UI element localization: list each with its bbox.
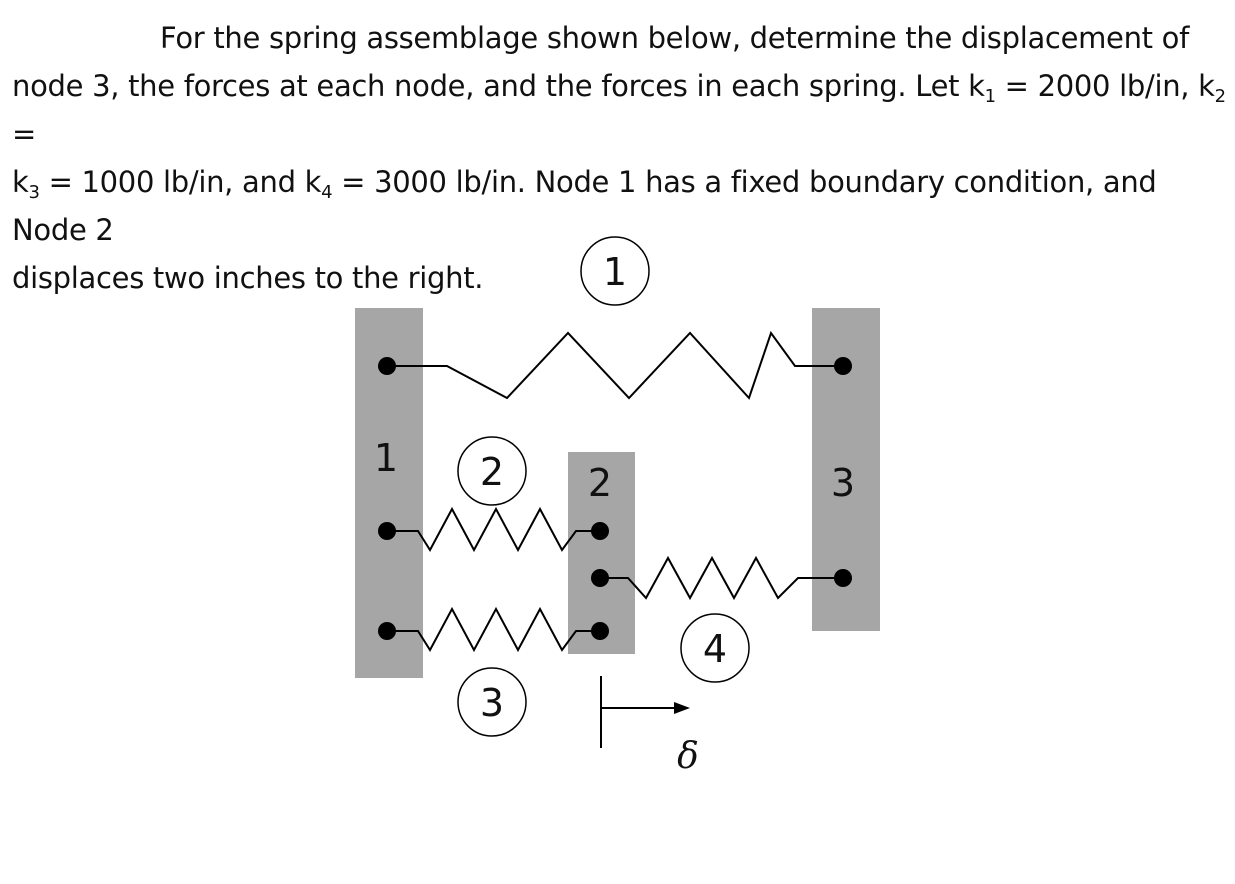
displacement-arrowhead-icon (674, 702, 690, 714)
problem-line-3a: k (12, 165, 29, 199)
spring-4 (600, 558, 843, 598)
spring-1 (389, 333, 843, 398)
node-dot (834, 357, 852, 375)
spring-1-label: 1 (602, 250, 628, 294)
node-dot (591, 622, 609, 640)
node-label-3: 3 (830, 461, 856, 505)
node-dot (378, 522, 396, 540)
problem-line-3b: = 1000 lb/in, and k (39, 165, 322, 199)
problem-line-2c: = (12, 117, 36, 151)
spring-4-label: 4 (702, 627, 728, 671)
spring-3-label: 3 (479, 681, 505, 725)
spring-2-label: 2 (479, 450, 505, 494)
problem-line-1: For the spring assemblage shown below, determine the displacement of (160, 21, 1190, 55)
problem-line-4: displaces two inches to the right. (12, 261, 484, 295)
node-dot (834, 569, 852, 587)
problem-line-3c: = 3000 lb/in. Node 1 has a fixed boundary condition, and Node 2 (12, 165, 1157, 247)
node-dot (591, 569, 609, 587)
problem-line-2b: = 2000 lb/in, k (995, 69, 1215, 103)
node-label-1: 1 (373, 436, 399, 480)
node-dot (378, 357, 396, 375)
subscript-k1: 1 (984, 86, 996, 107)
displacement-symbol: δ (677, 736, 699, 777)
node-label-2: 2 (587, 461, 613, 505)
subscript-k3: 3 (28, 182, 40, 203)
node-dot (378, 622, 396, 640)
subscript-k2: 2 (1214, 86, 1226, 107)
subscript-k4: 4 (321, 182, 333, 203)
node-dot (591, 522, 609, 540)
problem-line-2a: node 3, the forces at each node, and the forces in each spring. Let k (12, 69, 985, 103)
